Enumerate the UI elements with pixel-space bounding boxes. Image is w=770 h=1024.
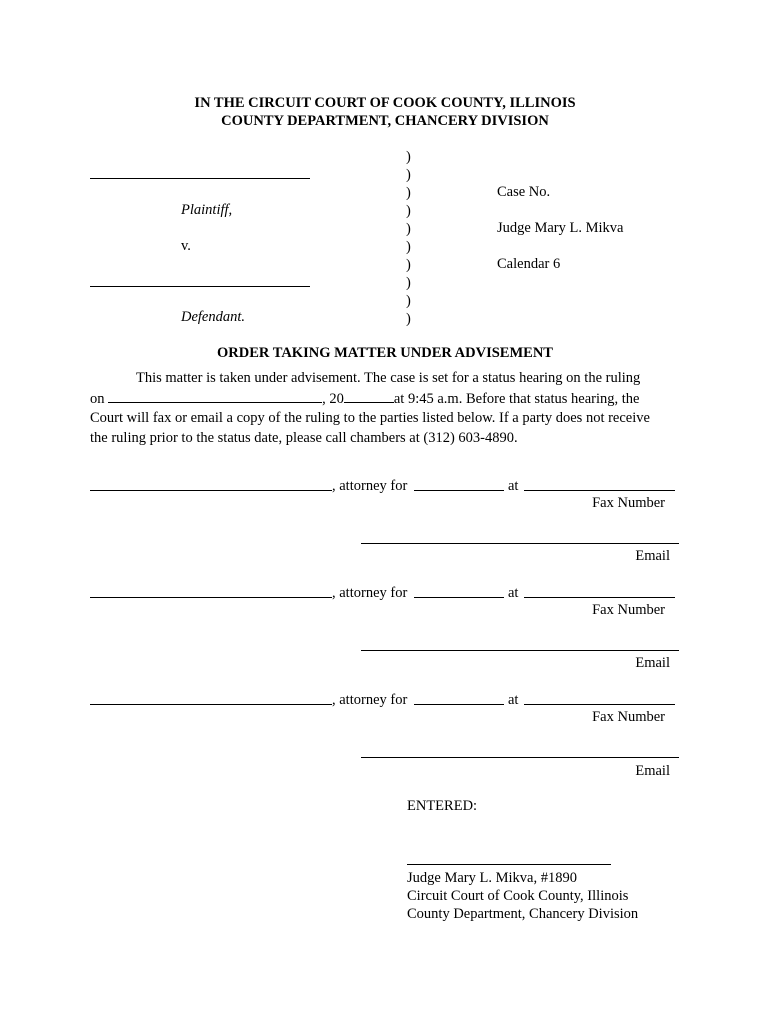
- hearing-year-blank[interactable]: [344, 389, 394, 403]
- hearing-date-blank[interactable]: [108, 389, 322, 403]
- court-division: COUNTY DEPARTMENT, CHANCERY DIVISION: [221, 113, 549, 129]
- email-label: Email: [635, 655, 670, 671]
- paragraph-line: the ruling prior to the status date, please call chambers at (312) 603-4890.: [90, 429, 518, 446]
- department-line: County Department, Chancery Division: [407, 906, 639, 922]
- email-label: Email: [635, 548, 670, 564]
- paren: ): [406, 293, 411, 309]
- fax-number-line[interactable]: [524, 597, 675, 598]
- paren: ): [406, 275, 411, 291]
- plaintiff-label: Plaintiff,: [181, 202, 233, 218]
- attorney-name-line[interactable]: [90, 704, 332, 705]
- court-title: IN THE CIRCUIT COURT OF COOK COUNTY, ILLINOIS: [194, 95, 576, 111]
- fax-number-label: Fax Number: [592, 709, 665, 725]
- order-paragraph: [90, 369, 680, 448]
- paragraph-line: Court will fax or email a copy of the ruling to the parties listed below. If a party does not receive: [90, 410, 650, 426]
- email-line[interactable]: [361, 757, 679, 758]
- party-line[interactable]: [414, 490, 504, 491]
- judge-label: Judge Mary L. Mikva: [497, 220, 624, 236]
- at-label: at: [508, 585, 519, 601]
- court-name-line: Circuit Court of Cook County, Illinois: [407, 888, 629, 904]
- paren: ): [406, 203, 411, 219]
- entered-label: ENTERED:: [407, 798, 478, 814]
- hearing-time-text: at 9:45 a.m. Before that status hearing, the: [393, 390, 640, 407]
- caption-parenthesis-column: [406, 148, 411, 328]
- fax-number-line[interactable]: [524, 490, 675, 491]
- paren: ): [406, 311, 411, 327]
- year-prefix: , 20: [322, 390, 344, 407]
- paren: ): [406, 221, 411, 237]
- paren: ): [406, 239, 411, 255]
- attorney-name-line[interactable]: [90, 490, 332, 491]
- fax-number-label: Fax Number: [592, 602, 665, 618]
- paren: ): [406, 167, 411, 183]
- at-label: at: [508, 692, 519, 708]
- judge-name-line: Judge Mary L. Mikva, #1890: [407, 870, 577, 886]
- party-line[interactable]: [414, 597, 504, 598]
- paren: ): [406, 257, 411, 273]
- attorney-for-label: , attorney for: [332, 692, 408, 708]
- plaintiff-name-line[interactable]: [90, 178, 310, 179]
- paragraph-line-date: [90, 389, 680, 410]
- attorney-for-label: , attorney for: [332, 478, 408, 494]
- case-number-label: Case No.: [497, 184, 551, 200]
- defendant-name-line[interactable]: [90, 286, 310, 287]
- on-label: on: [90, 390, 105, 407]
- calendar-label: Calendar 6: [497, 256, 561, 272]
- at-label: at: [508, 478, 519, 494]
- attorney-for-label: , attorney for: [332, 585, 408, 601]
- paren: ): [406, 149, 411, 165]
- fax-number-line[interactable]: [524, 704, 675, 705]
- order-title: ORDER TAKING MATTER UNDER ADVISEMENT: [217, 345, 553, 361]
- fax-number-label: Fax Number: [592, 495, 665, 511]
- email-line[interactable]: [361, 650, 679, 651]
- email-line[interactable]: [361, 543, 679, 544]
- judge-signature-line[interactable]: [407, 864, 611, 865]
- paragraph-line: This matter is taken under advisement. The case is set for a status hearing on the ruling: [136, 370, 641, 386]
- email-label: Email: [635, 763, 670, 779]
- party-line[interactable]: [414, 704, 504, 705]
- versus-label: v.: [181, 238, 191, 254]
- defendant-label: Defendant.: [181, 309, 246, 325]
- attorney-name-line[interactable]: [90, 597, 332, 598]
- paren: ): [406, 185, 411, 201]
